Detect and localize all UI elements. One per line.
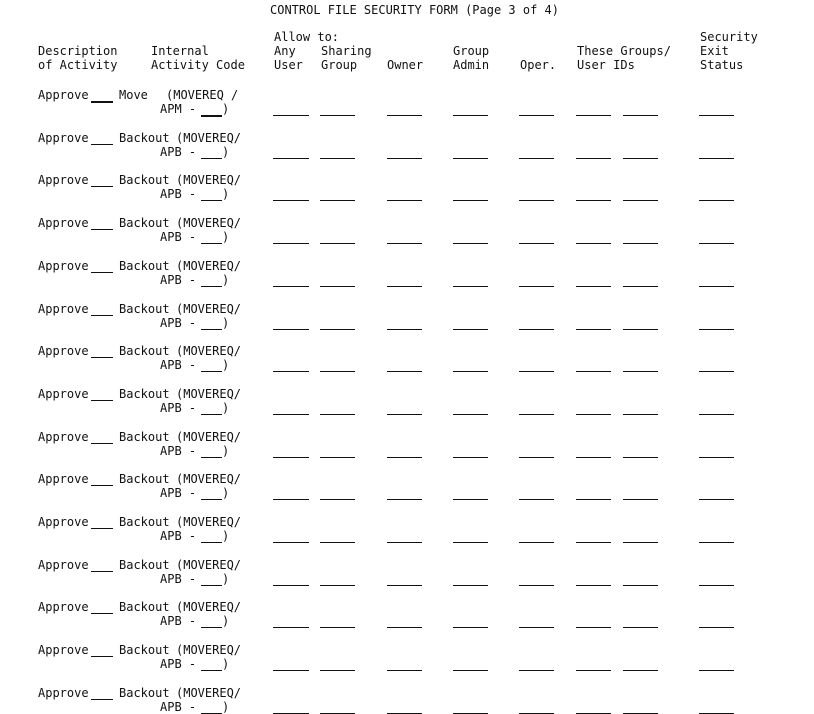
group-admin-field[interactable] bbox=[453, 329, 488, 330]
any-user-field[interactable] bbox=[273, 200, 309, 201]
sharing-group-field[interactable] bbox=[320, 115, 355, 116]
activity-code-prefix: APB - bbox=[160, 444, 197, 458]
activity-code-prefix: APB - bbox=[160, 358, 197, 372]
activity-code-prefix: APB - bbox=[160, 614, 197, 628]
activity-code-suffix: ) bbox=[222, 401, 230, 415]
any-user-field[interactable] bbox=[273, 627, 309, 628]
approve-blank-field[interactable] bbox=[91, 699, 113, 700]
activity-code-suffix: ) bbox=[222, 145, 230, 159]
security-exit-status-field[interactable] bbox=[699, 200, 734, 201]
activity-code-suffix: ) bbox=[222, 273, 230, 287]
approve-label: Approve bbox=[38, 643, 89, 657]
sharing-group-field[interactable] bbox=[320, 670, 355, 671]
approve-label: Approve bbox=[38, 387, 89, 401]
header-sharing-group-line2: Group bbox=[321, 58, 358, 72]
approve-label: Approve bbox=[38, 173, 89, 187]
activity-code-prefix: APM - bbox=[160, 102, 197, 116]
user-id-1-field[interactable] bbox=[576, 457, 611, 458]
header-description-line2: of Activity bbox=[38, 58, 118, 72]
user-id-1-field[interactable] bbox=[576, 414, 611, 415]
activity-code-prefix: APB - bbox=[160, 700, 197, 714]
any-user-field[interactable] bbox=[273, 243, 309, 244]
activity-code-blank-field[interactable] bbox=[201, 200, 222, 201]
owner-field[interactable] bbox=[387, 457, 422, 458]
approve-label: Approve bbox=[38, 302, 89, 316]
sharing-group-field[interactable] bbox=[320, 371, 355, 372]
user-id-1-field[interactable] bbox=[576, 542, 611, 543]
approve-blank-field[interactable] bbox=[91, 400, 113, 401]
any-user-field[interactable] bbox=[273, 371, 309, 372]
approve-label: Approve bbox=[38, 430, 89, 444]
activity-name: Backout bbox=[119, 259, 170, 273]
approve-blank-field[interactable] bbox=[91, 272, 113, 273]
security-exit-status-field[interactable] bbox=[699, 499, 734, 500]
activity-code-prefix: APB - bbox=[160, 273, 197, 287]
activity-code-blank-field[interactable] bbox=[201, 670, 222, 671]
activity-code-line1: (MOVEREQ/ bbox=[176, 216, 242, 230]
activity-code-line1: (MOVEREQ/ bbox=[176, 259, 242, 273]
owner-field[interactable] bbox=[387, 499, 422, 500]
security-exit-status-field[interactable] bbox=[699, 115, 734, 116]
activity-code-suffix: ) bbox=[222, 230, 230, 244]
oper-field[interactable] bbox=[519, 542, 554, 543]
any-user-field[interactable] bbox=[273, 670, 309, 671]
activity-name: Backout bbox=[119, 515, 170, 529]
approve-blank-field[interactable] bbox=[91, 186, 113, 187]
header-these-groups-line1: These Groups/ bbox=[577, 44, 671, 58]
approve-blank-field[interactable] bbox=[91, 485, 113, 486]
user-id-1-field[interactable] bbox=[576, 371, 611, 372]
user-id-2-field[interactable] bbox=[623, 115, 658, 116]
user-id-2-field[interactable] bbox=[623, 200, 658, 201]
activity-code-suffix: ) bbox=[222, 700, 230, 714]
approve-blank-field[interactable] bbox=[91, 613, 113, 614]
user-id-2-field[interactable] bbox=[623, 371, 658, 372]
sharing-group-field[interactable] bbox=[320, 329, 355, 330]
activity-code-prefix: APB - bbox=[160, 572, 197, 586]
header-security-exit-line1: Security bbox=[700, 30, 758, 44]
any-user-field[interactable] bbox=[273, 329, 309, 330]
oper-field[interactable] bbox=[519, 200, 554, 201]
activity-code-line1: (MOVEREQ/ bbox=[176, 472, 242, 486]
activity-code-line1: (MOVEREQ/ bbox=[176, 302, 242, 316]
activity-code-prefix: APB - bbox=[160, 529, 197, 543]
oper-field[interactable] bbox=[519, 243, 554, 244]
user-id-1-field[interactable] bbox=[576, 329, 611, 330]
group-admin-field[interactable] bbox=[453, 499, 488, 500]
activity-code-line1: (MOVEREQ/ bbox=[176, 430, 242, 444]
oper-field[interactable] bbox=[519, 115, 554, 116]
activity-code-suffix: ) bbox=[222, 614, 230, 628]
group-admin-field[interactable] bbox=[453, 115, 488, 116]
approve-blank-field[interactable] bbox=[91, 571, 113, 572]
approve-label: Approve bbox=[38, 88, 89, 102]
group-admin-field[interactable] bbox=[453, 585, 488, 586]
activity-code-line1: (MOVEREQ/ bbox=[176, 558, 242, 572]
user-id-1-field[interactable] bbox=[576, 670, 611, 671]
any-user-field[interactable] bbox=[273, 542, 309, 543]
oper-field[interactable] bbox=[519, 585, 554, 586]
approve-label: Approve bbox=[38, 216, 89, 230]
activity-name: Backout bbox=[119, 344, 170, 358]
approve-label: Approve bbox=[38, 558, 89, 572]
group-admin-field[interactable] bbox=[453, 627, 488, 628]
approve-blank-field[interactable] bbox=[91, 229, 113, 230]
activity-name: Backout bbox=[119, 216, 170, 230]
user-id-1-field[interactable] bbox=[576, 286, 611, 287]
security-exit-status-field[interactable] bbox=[699, 627, 734, 628]
activity-name: Backout bbox=[119, 600, 170, 614]
user-id-2-field[interactable] bbox=[623, 542, 658, 543]
any-user-field[interactable] bbox=[273, 585, 309, 586]
sharing-group-field[interactable] bbox=[320, 414, 355, 415]
security-exit-status-field[interactable] bbox=[699, 542, 734, 543]
approve-blank-field[interactable] bbox=[91, 357, 113, 358]
approve-blank-field[interactable] bbox=[91, 315, 113, 316]
security-exit-status-field[interactable] bbox=[699, 243, 734, 244]
sharing-group-field[interactable] bbox=[320, 286, 355, 287]
header-allow-to: Allow to: bbox=[274, 30, 340, 44]
oper-field[interactable] bbox=[519, 329, 554, 330]
activity-name: Backout bbox=[119, 173, 170, 187]
group-admin-field[interactable] bbox=[453, 371, 488, 372]
approve-label: Approve bbox=[38, 472, 89, 486]
activity-code-prefix: APB - bbox=[160, 145, 197, 159]
user-id-2-field[interactable] bbox=[623, 286, 658, 287]
activity-code-blank-field[interactable] bbox=[201, 457, 222, 458]
group-admin-field[interactable] bbox=[453, 670, 488, 671]
header-internal-line1: Internal bbox=[151, 44, 209, 58]
activity-code-blank-field[interactable] bbox=[201, 414, 222, 415]
header-owner: Owner bbox=[387, 58, 424, 72]
any-user-field[interactable] bbox=[273, 499, 309, 500]
user-id-2-field[interactable] bbox=[623, 243, 658, 244]
activity-code-line1: (MOVEREQ/ bbox=[176, 600, 242, 614]
activity-code-prefix: APB - bbox=[160, 316, 197, 330]
oper-field[interactable] bbox=[519, 371, 554, 372]
user-id-1-field[interactable] bbox=[576, 158, 611, 159]
activity-code-blank-field[interactable] bbox=[201, 585, 222, 586]
approve-label: Approve bbox=[38, 344, 89, 358]
activity-code-blank-field[interactable] bbox=[201, 499, 222, 500]
activity-code-prefix: APB - bbox=[160, 657, 197, 671]
approve-blank-field[interactable] bbox=[91, 656, 113, 657]
activity-code-blank-field[interactable] bbox=[201, 115, 222, 117]
activity-code-suffix: ) bbox=[222, 102, 230, 116]
sharing-group-field[interactable] bbox=[320, 499, 355, 500]
header-these-groups-line2: User IDs bbox=[577, 58, 635, 72]
any-user-field[interactable] bbox=[273, 414, 309, 415]
any-user-field[interactable] bbox=[273, 158, 309, 159]
activity-code-blank-field[interactable] bbox=[201, 542, 222, 543]
security-exit-status-field[interactable] bbox=[699, 158, 734, 159]
user-id-1-field[interactable] bbox=[576, 585, 611, 586]
activity-code-blank-field[interactable] bbox=[201, 286, 222, 287]
activity-name: Backout bbox=[119, 131, 170, 145]
user-id-1-field[interactable] bbox=[576, 499, 611, 500]
any-user-field[interactable] bbox=[273, 115, 309, 116]
activity-name: Backout bbox=[119, 643, 170, 657]
security-exit-status-field[interactable] bbox=[699, 371, 734, 372]
security-exit-status-field[interactable] bbox=[699, 585, 734, 586]
owner-field[interactable] bbox=[387, 670, 422, 671]
activity-name: Backout bbox=[119, 430, 170, 444]
activity-code-line1: (MOVEREQ/ bbox=[176, 131, 242, 145]
owner-field[interactable] bbox=[387, 243, 422, 244]
owner-field[interactable] bbox=[387, 542, 422, 543]
activity-name: Backout bbox=[119, 302, 170, 316]
user-id-1-field[interactable] bbox=[576, 200, 611, 201]
approve-blank-field[interactable] bbox=[91, 144, 113, 145]
activity-code-line1: (MOVEREQ/ bbox=[176, 686, 242, 700]
activity-code-suffix: ) bbox=[222, 657, 230, 671]
sharing-group-field[interactable] bbox=[320, 243, 355, 244]
user-id-2-field[interactable] bbox=[623, 499, 658, 500]
user-id-2-field[interactable] bbox=[623, 329, 658, 330]
approve-blank-field[interactable] bbox=[91, 528, 113, 529]
security-exit-status-field[interactable] bbox=[699, 286, 734, 287]
security-exit-status-field[interactable] bbox=[699, 414, 734, 415]
approve-blank-field[interactable] bbox=[91, 101, 113, 103]
group-admin-field[interactable] bbox=[453, 414, 488, 415]
activity-name: Backout bbox=[119, 686, 170, 700]
sharing-group-field[interactable] bbox=[320, 542, 355, 543]
owner-field[interactable] bbox=[387, 115, 422, 116]
header-oper: Oper. bbox=[520, 58, 557, 72]
activity-code-line1: (MOVEREQ/ bbox=[176, 387, 242, 401]
activity-code-suffix: ) bbox=[222, 316, 230, 330]
activity-code-prefix: APB - bbox=[160, 187, 197, 201]
owner-field[interactable] bbox=[387, 200, 422, 201]
group-admin-field[interactable] bbox=[453, 200, 488, 201]
approve-label: Approve bbox=[38, 686, 89, 700]
approve-blank-field[interactable] bbox=[91, 443, 113, 444]
user-id-2-field[interactable] bbox=[623, 457, 658, 458]
oper-field[interactable] bbox=[519, 286, 554, 287]
group-admin-field[interactable] bbox=[453, 243, 488, 244]
activity-code-prefix: APB - bbox=[160, 401, 197, 415]
header-group-admin-line1: Group bbox=[453, 44, 490, 58]
activity-code-blank-field[interactable] bbox=[201, 158, 222, 159]
user-id-1-field[interactable] bbox=[576, 627, 611, 628]
group-admin-field[interactable] bbox=[453, 286, 488, 287]
user-id-2-field[interactable] bbox=[623, 585, 658, 586]
approve-label: Approve bbox=[38, 259, 89, 273]
header-any-user-line1: Any bbox=[274, 44, 296, 58]
header-internal-line2: Activity Code bbox=[151, 58, 245, 72]
oper-field[interactable] bbox=[519, 499, 554, 500]
header-sharing-group-line1: Sharing bbox=[321, 44, 372, 58]
approve-label: Approve bbox=[38, 515, 89, 529]
oper-field[interactable] bbox=[519, 158, 554, 159]
activity-code-line1: (MOVEREQ / bbox=[166, 88, 239, 102]
activity-code-blank-field[interactable] bbox=[201, 371, 222, 372]
group-admin-field[interactable] bbox=[453, 457, 488, 458]
activity-code-line1: (MOVEREQ/ bbox=[176, 643, 242, 657]
activity-code-suffix: ) bbox=[222, 187, 230, 201]
activity-name: Backout bbox=[119, 472, 170, 486]
activity-name: Backout bbox=[119, 558, 170, 572]
owner-field[interactable] bbox=[387, 627, 422, 628]
activity-name: Backout bbox=[119, 387, 170, 401]
sharing-group-field[interactable] bbox=[320, 627, 355, 628]
oper-field[interactable] bbox=[519, 627, 554, 628]
activity-code-blank-field[interactable] bbox=[201, 243, 222, 244]
owner-field[interactable] bbox=[387, 414, 422, 415]
user-id-2-field[interactable] bbox=[623, 627, 658, 628]
activity-name: Move bbox=[119, 88, 148, 102]
activity-code-suffix: ) bbox=[222, 572, 230, 586]
header-security-exit-line3: Status bbox=[700, 58, 744, 72]
user-id-1-field[interactable] bbox=[576, 115, 611, 116]
owner-field[interactable] bbox=[387, 371, 422, 372]
activity-code-line1: (MOVEREQ/ bbox=[176, 344, 242, 358]
sharing-group-field[interactable] bbox=[320, 158, 355, 159]
security-exit-status-field[interactable] bbox=[699, 670, 734, 671]
user-id-2-field[interactable] bbox=[623, 414, 658, 415]
owner-field[interactable] bbox=[387, 286, 422, 287]
oper-field[interactable] bbox=[519, 457, 554, 458]
sharing-group-field[interactable] bbox=[320, 457, 355, 458]
sharing-group-field[interactable] bbox=[320, 585, 355, 586]
security-exit-status-field[interactable] bbox=[699, 457, 734, 458]
activity-code-blank-field[interactable] bbox=[201, 329, 222, 330]
activity-code-suffix: ) bbox=[222, 444, 230, 458]
security-exit-status-field[interactable] bbox=[699, 329, 734, 330]
group-admin-field[interactable] bbox=[453, 158, 488, 159]
activity-code-line1: (MOVEREQ/ bbox=[176, 173, 242, 187]
header-security-exit-line2: Exit bbox=[700, 44, 729, 58]
header-group-admin-line2: Admin bbox=[453, 58, 490, 72]
oper-field[interactable] bbox=[519, 670, 554, 671]
activity-code-suffix: ) bbox=[222, 486, 230, 500]
group-admin-field[interactable] bbox=[453, 542, 488, 543]
owner-field[interactable] bbox=[387, 329, 422, 330]
user-id-2-field[interactable] bbox=[623, 158, 658, 159]
activity-code-suffix: ) bbox=[222, 358, 230, 372]
activity-code-prefix: APB - bbox=[160, 486, 197, 500]
header-description-line1: Description bbox=[38, 44, 118, 58]
any-user-field[interactable] bbox=[273, 286, 309, 287]
oper-field[interactable] bbox=[519, 414, 554, 415]
header-any-user-line2: User bbox=[274, 58, 303, 72]
sharing-group-field[interactable] bbox=[320, 200, 355, 201]
approve-label: Approve bbox=[38, 131, 89, 145]
activity-code-suffix: ) bbox=[222, 529, 230, 543]
user-id-1-field[interactable] bbox=[576, 243, 611, 244]
owner-field[interactable] bbox=[387, 158, 422, 159]
form-title: CONTROL FILE SECURITY FORM (Page 3 of 4) bbox=[270, 3, 559, 17]
any-user-field[interactable] bbox=[273, 457, 309, 458]
owner-field[interactable] bbox=[387, 585, 422, 586]
activity-code-blank-field[interactable] bbox=[201, 627, 222, 628]
approve-label: Approve bbox=[38, 600, 89, 614]
activity-code-line1: (MOVEREQ/ bbox=[176, 515, 242, 529]
activity-code-prefix: APB - bbox=[160, 230, 197, 244]
user-id-2-field[interactable] bbox=[623, 670, 658, 671]
